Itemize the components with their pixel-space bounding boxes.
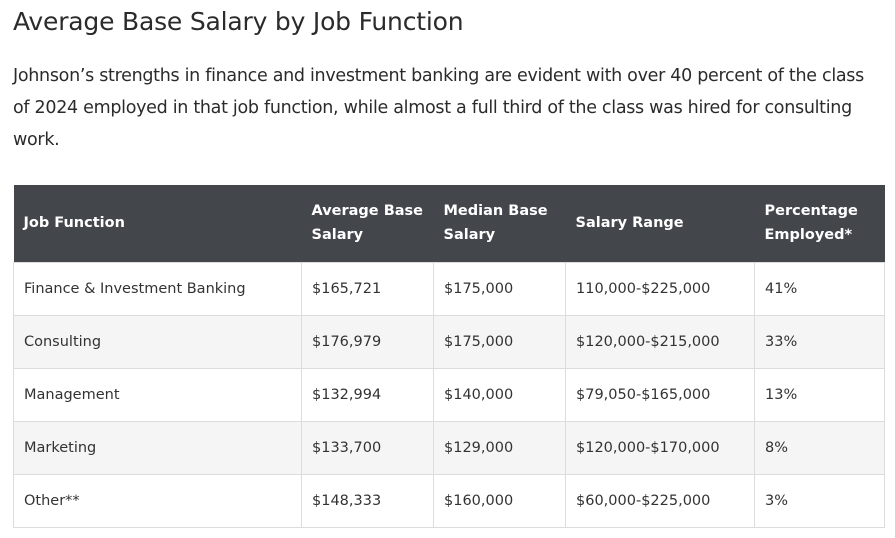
- cell-median-salary: $160,000: [434, 474, 566, 527]
- intro-paragraph: Johnson’s strengths in finance and investment banking are evident with over 40 percent of the class of 2024 employed in that job function, while almost a full third of the class was hired for consulting work.: [13, 66, 864, 150]
- cell-average-salary: $133,700: [302, 421, 434, 474]
- cell-percentage: 33%: [755, 315, 885, 368]
- cell-percentage: 8%: [755, 421, 885, 474]
- header-median-base-salary: Median Base Salary: [434, 185, 566, 262]
- page-title: Average Base Salary by Job Function: [13, 7, 464, 36]
- header-average-base-salary: Average Base Salary: [302, 185, 434, 262]
- header-percentage-employed: Percentage Employed*: [755, 185, 885, 262]
- cell-job-function: Management: [14, 368, 302, 421]
- cell-salary-range: $120,000-$215,000: [566, 315, 755, 368]
- cell-salary-range: $79,050-$165,000: [566, 368, 755, 421]
- cell-percentage: 3%: [755, 474, 885, 527]
- table-row: [14, 474, 885, 527]
- cell-percentage: 13%: [755, 368, 885, 421]
- cell-average-salary: $148,333: [302, 474, 434, 527]
- header-salary-range: Salary Range: [566, 185, 755, 262]
- table-header-row: [14, 185, 885, 262]
- cell-median-salary: $175,000: [434, 262, 566, 315]
- cell-average-salary: $176,979: [302, 315, 434, 368]
- table-row: [14, 368, 885, 421]
- cell-median-salary: $129,000: [434, 421, 566, 474]
- cell-salary-range: $120,000-$170,000: [566, 421, 755, 474]
- cell-average-salary: $132,994: [302, 368, 434, 421]
- cell-salary-range: 110,000-$225,000: [566, 262, 755, 315]
- cell-job-function: Consulting: [14, 315, 302, 368]
- cell-job-function: Marketing: [14, 421, 302, 474]
- cell-average-salary: $165,721: [302, 262, 434, 315]
- header-job-function: Job Function: [14, 185, 302, 262]
- cell-median-salary: $140,000: [434, 368, 566, 421]
- table-row: [14, 262, 885, 315]
- cell-salary-range: $60,000-$225,000: [566, 474, 755, 527]
- table-row: [14, 421, 885, 474]
- salary-table: [13, 185, 885, 528]
- cell-median-salary: $175,000: [434, 315, 566, 368]
- cell-job-function: Finance & Investment Banking: [14, 262, 302, 315]
- cell-job-function: Other**: [14, 474, 302, 527]
- table-row: [14, 315, 885, 368]
- cell-percentage: 41%: [755, 262, 885, 315]
